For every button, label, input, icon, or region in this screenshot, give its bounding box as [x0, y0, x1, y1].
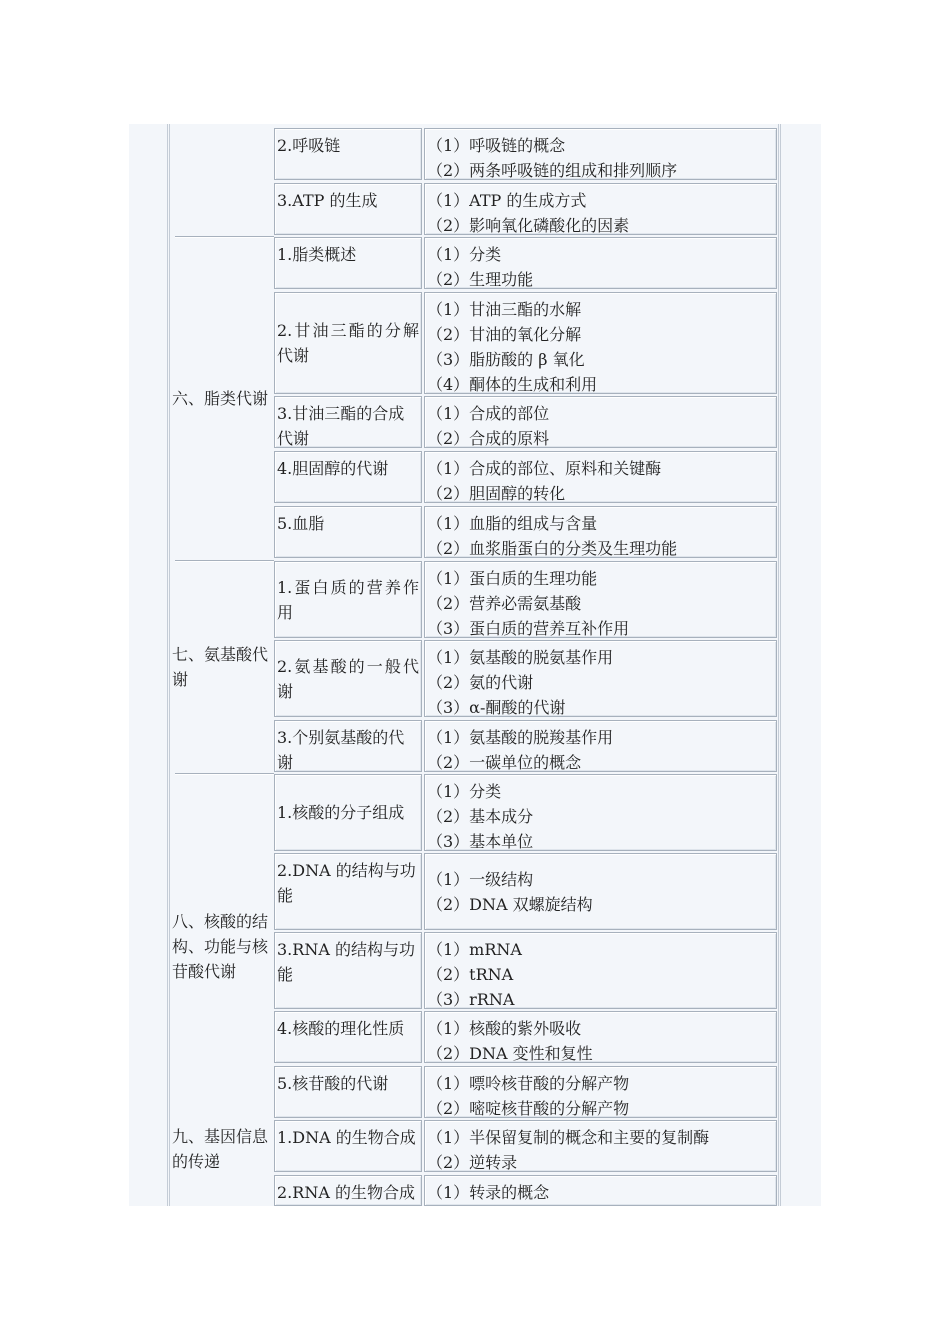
- topic-cell: [274, 1120, 422, 1172]
- item-text: （1）半保留复制的概念和主要的复制酶: [427, 1128, 710, 1147]
- category-cell: [170, 775, 274, 1118]
- topic-cell: [274, 292, 422, 394]
- items-cell: [424, 183, 777, 235]
- item-text: （1）mRNA: [427, 940, 522, 959]
- category-cell: [170, 128, 274, 235]
- items-cell: [424, 932, 777, 1009]
- item-text: （1）呼吸链的概念: [427, 136, 566, 155]
- item-text: （1）氨基酸的脱羧基作用: [427, 728, 614, 747]
- topic-title: 1.DNA 的生物合成: [277, 1128, 416, 1147]
- topic-title: 1.脂类概述: [277, 245, 357, 264]
- item-text: （2）合成的原料: [427, 429, 550, 448]
- items-cell: [424, 1011, 777, 1063]
- topic-title: 3.RNA 的结构与功能: [277, 940, 415, 984]
- item-text: （1）嘌呤核苷酸的分解产物: [427, 1074, 630, 1093]
- topic-cell: [274, 853, 422, 930]
- items-cell: [424, 720, 777, 772]
- item-text: （2）营养必需氨基酸: [427, 594, 582, 613]
- item-text: （1）氨基酸的脱氨基作用: [427, 648, 614, 667]
- topic-cell: [274, 183, 422, 235]
- topic-title: 2.RNA 的生物合成: [277, 1183, 415, 1202]
- topic-title: 4.核酸的理化性质: [277, 1019, 405, 1038]
- item-text: （1）转录的概念: [427, 1183, 550, 1202]
- topic-title: 5.核苷酸的代谢: [277, 1074, 389, 1093]
- item-text: （1）分类: [427, 245, 502, 264]
- item-text: （3）基本单位: [427, 832, 534, 851]
- topic-cell: [274, 774, 422, 851]
- topic-cell: [274, 720, 422, 772]
- item-text: （2）氨的代谢: [427, 673, 534, 692]
- topic-title: 2.DNA 的结构与功能: [277, 861, 416, 905]
- item-text: （3）α-酮酸的代谢: [427, 698, 566, 717]
- items-cell: [424, 506, 777, 558]
- items-cell: [424, 853, 777, 930]
- item-text: （2）基本成分: [427, 807, 534, 826]
- items-cell: [424, 1175, 777, 1206]
- topic-title: 4.胆固醇的代谢: [277, 459, 389, 478]
- topic-title: 1.蛋白质的营养作用: [277, 577, 419, 622]
- item-text: （2）影响氧化磷酸化的因素: [427, 216, 630, 235]
- item-text: （1）分类: [427, 782, 502, 801]
- topic-cell: [274, 451, 422, 503]
- item-text: （1）一级结构: [427, 869, 534, 889]
- item-text: （2）血浆脂蛋白的分类及生理功能: [427, 539, 678, 558]
- items-cell: [424, 128, 777, 180]
- category-cell: [170, 562, 274, 772]
- item-text: （1）蛋白质的生理功能: [427, 569, 598, 588]
- items-cell: [424, 292, 777, 394]
- item-text: （2）嘧啶核苷酸的分解产物: [427, 1099, 630, 1118]
- topic-cell: [274, 1011, 422, 1063]
- category-label: 八、核酸的结构、功能与核苷酸代谢: [172, 912, 269, 981]
- items-cell: [424, 1120, 777, 1172]
- category-label: 九、基因信息的传递: [172, 1127, 269, 1171]
- document-page: [129, 124, 821, 1206]
- topic-title: 2.氨基酸的一般代谢: [277, 656, 419, 701]
- topic-cell: [274, 932, 422, 1009]
- item-text: （1）核酸的紫外吸收: [427, 1019, 582, 1038]
- topic-cell: [274, 640, 422, 717]
- topic-title: 5.血脂: [277, 514, 325, 533]
- topic-title: 2.呼吸链: [277, 136, 341, 155]
- topic-title: 3.甘油三酯的合成代谢: [277, 404, 405, 448]
- item-text: （2）甘油的氧化分解: [427, 325, 582, 344]
- item-text: （3）rRNA: [427, 990, 515, 1009]
- topic-cell: [274, 506, 422, 558]
- topic-cell: [274, 561, 422, 638]
- topic-cell: [274, 1175, 422, 1206]
- item-text: （2）一碳单位的概念: [427, 753, 582, 772]
- item-text: （1）合成的部位、原料和关键酶: [427, 459, 662, 478]
- items-cell: [424, 237, 777, 289]
- item-text: （2）DNA 双螺旋结构: [427, 894, 593, 914]
- item-text: （2）DNA 变性和复性: [427, 1044, 593, 1063]
- items-cell: [424, 451, 777, 503]
- item-text: （2）生理功能: [427, 270, 534, 289]
- topic-title: 3.ATP 的生成: [277, 191, 378, 210]
- items-cell: [424, 774, 777, 851]
- topic-cell: [274, 396, 422, 448]
- item-text: （2）两条呼吸链的组成和排列顺序: [427, 161, 678, 180]
- category-label: 七、氨基酸代谢: [172, 645, 269, 689]
- item-text: （2）逆转录: [427, 1153, 518, 1172]
- items-cell: [424, 396, 777, 448]
- items-cell: [424, 640, 777, 717]
- item-text: （3）蛋白质的营养互补作用: [427, 619, 630, 638]
- items-cell: [424, 1066, 777, 1118]
- items-cell: [424, 561, 777, 638]
- topic-title: 1.核酸的分子组成: [277, 803, 405, 822]
- topic-cell: [274, 237, 422, 289]
- item-text: （2）tRNA: [427, 965, 514, 984]
- topic-title: 2.甘油三酯的分解代谢: [277, 321, 419, 365]
- item-text: （1）合成的部位: [427, 404, 550, 423]
- item-text: （1）甘油三酯的水解: [427, 300, 582, 319]
- item-text: （1）ATP 的生成方式: [427, 191, 587, 210]
- item-text: （3）脂肪酸的 β 氧化: [427, 350, 585, 369]
- category-cell: [170, 238, 274, 558]
- topic-cell: [274, 128, 422, 180]
- item-text: （1）血脂的组成与含量: [427, 514, 598, 533]
- item-text: （2）胆固醇的转化: [427, 484, 566, 503]
- category-cell: [170, 1120, 274, 1206]
- topic-cell: [274, 1066, 422, 1118]
- topic-title: 3.个别氨基酸的代谢: [277, 728, 405, 772]
- item-text: （4）酮体的生成和利用: [427, 375, 598, 394]
- category-label: 六、脂类代谢: [172, 388, 269, 408]
